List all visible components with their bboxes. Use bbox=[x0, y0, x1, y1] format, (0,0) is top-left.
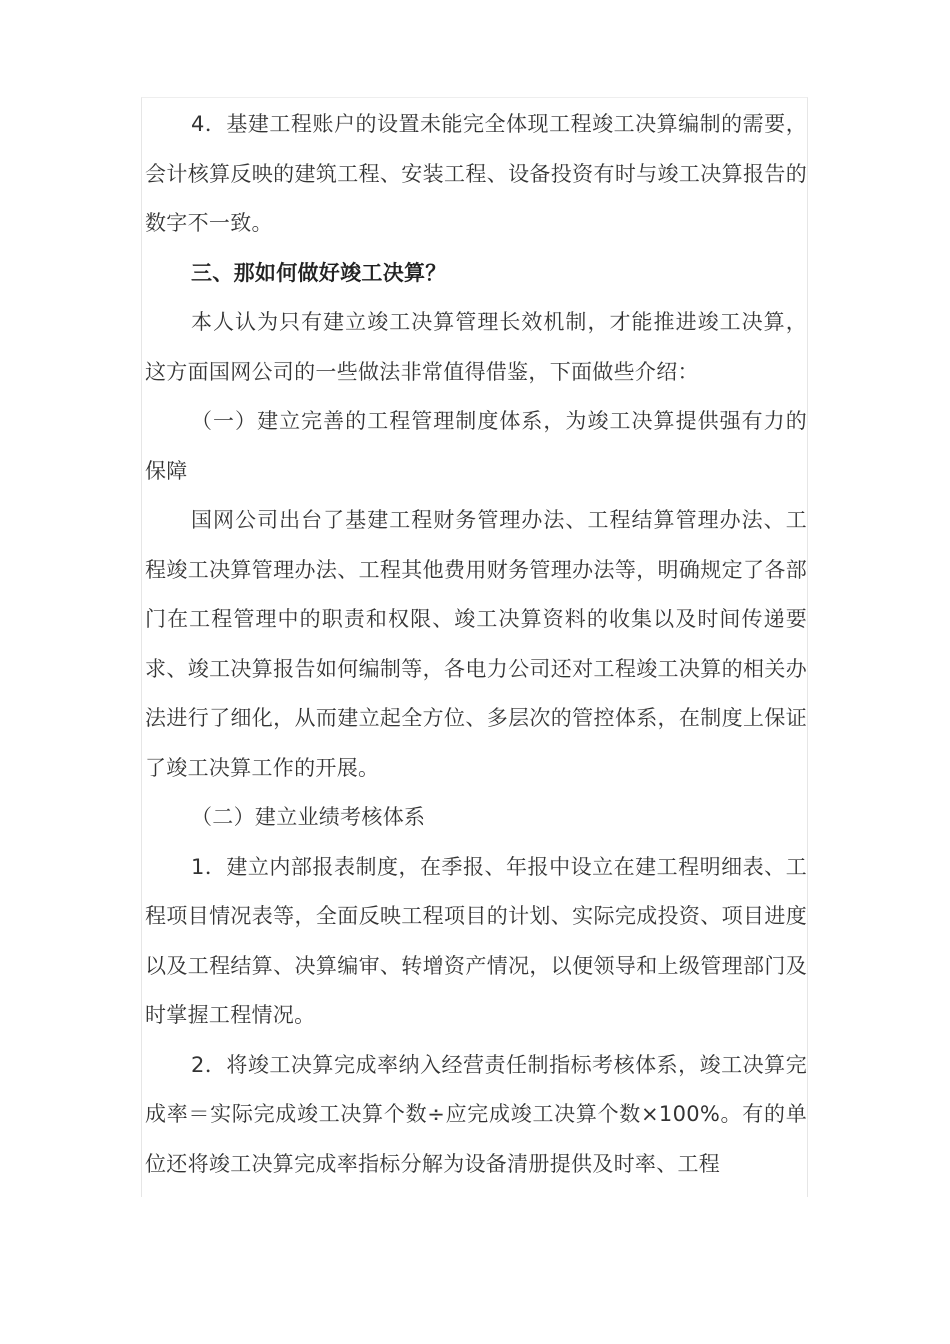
subheading-management-system: （一）建立完善的工程管理制度体系，为竣工决算提供强有力的保障 bbox=[145, 409, 807, 483]
paragraph-item-4-account-setup: 4．基建工程账户的设置未能完全体现工程竣工决算编制的需要，会计核算反映的建筑工程、安装工程、设备投资有时与竣工决算报告的数字不一致。 bbox=[145, 112, 807, 235]
paragraph-intro-long-term-mechanism: 本人认为只有建立竣工决算管理长效机制，才能推进竣工决算，这方面国网公司的一些做法非常值得借鉴，下面做些介绍： bbox=[145, 310, 807, 384]
subheading-performance-assessment: （二）建立业绩考核体系 bbox=[191, 805, 426, 829]
paragraph-internal-report-system: 1．建立内部报表制度，在季报、年报中设立在建工程明细表、工程项目情况表等，全面反映工程项目的计划、实际完成投资、项目进度以及工程结算、决算编审、转增资产情况，以便领导和上级管理部门及时掌握工程情况。 bbox=[145, 854, 807, 1027]
section-heading-how-to-do-final-accounts: 三、那如何做好竣工决算？ bbox=[191, 260, 447, 285]
paragraph-completion-rate: 2．将竣工决算完成率纳入经营责任制指标考核体系，竣工决算完成率＝实际完成竣工决算个数÷应完成竣工决算个数×100%。有的单位还将竣工决算完成率指标分解为设备清册提供及时率、工程 bbox=[145, 1052, 807, 1176]
document-body bbox=[145, 100, 807, 1189]
paragraph-management-measures: 国网公司出台了基建工程财务管理办法、工程结算管理办法、工程竣工决算管理办法、工程其他费用财务管理办法等，明确规定了各部门在工程管理中的职责和权限、竣工决算资料的收集以及时间传递要求、竣工决算报告如何编制等，各电力公司还对工程竣工决算的相关办法进行了细化，从而建立起全方位、多层次的管控体系，在制度上保证了竣工决算工作的开展。 bbox=[145, 508, 807, 780]
